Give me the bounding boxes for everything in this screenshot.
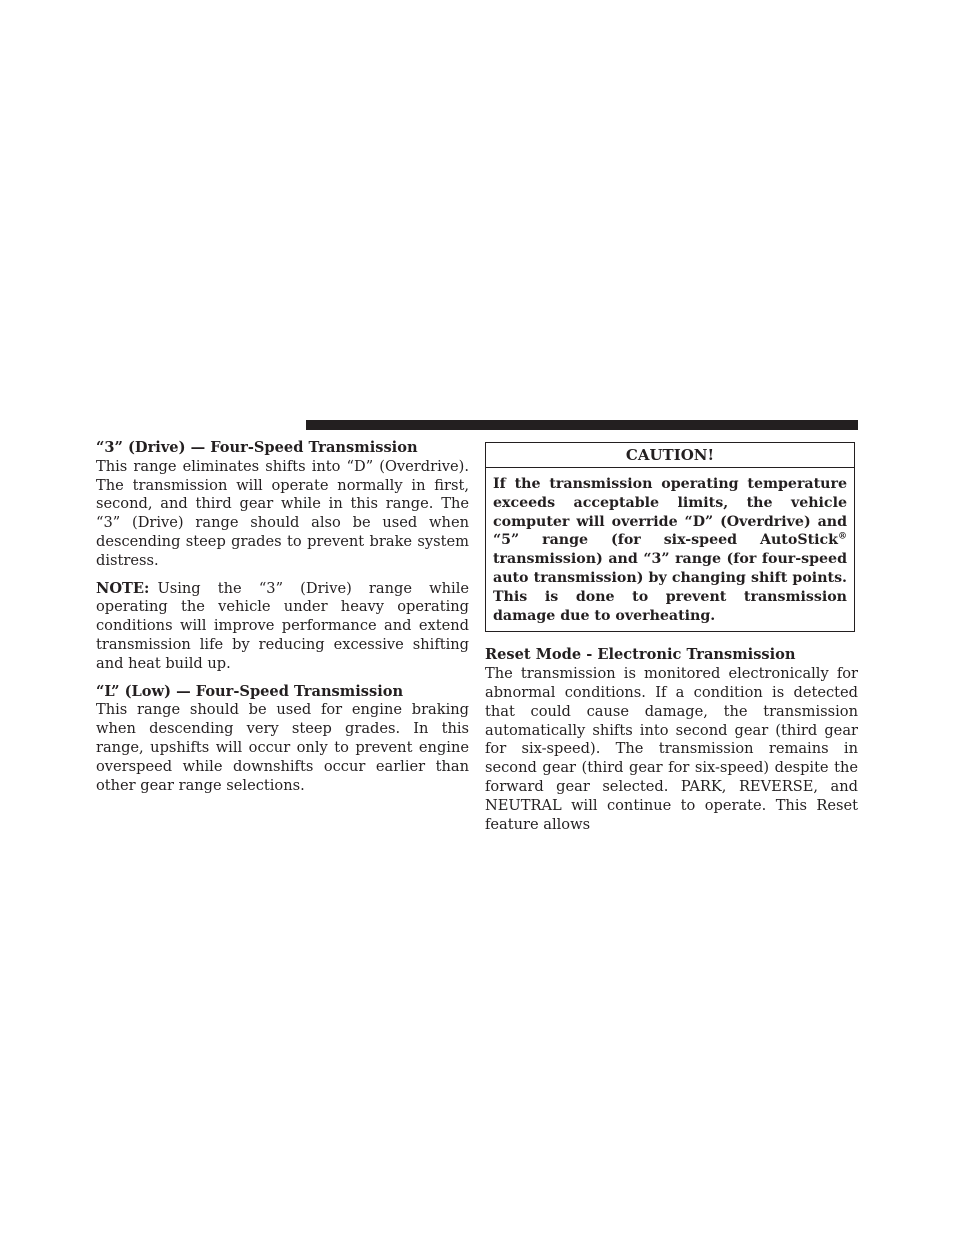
note-paragraph bbox=[96, 580, 469, 674]
drive-3-heading: “3” (Drive) — Four-Speed Transmission bbox=[96, 439, 418, 456]
low-range-heading: “L” (Low) — Four-Speed Transmission bbox=[96, 682, 404, 700]
low-range-paragraph: This range should be used for engine braking when descending very steep grades. In this range, upshifts will occur only to prevent engine overspeed while downshifts occur earlier than other gear range selections. bbox=[96, 701, 469, 794]
reset-mode-paragraph: The transmission is monitored electronically for abnormal conditions. If a condition is detected that could cause damage, the transmission automatically shifts into second gear (third gear for six-speed). The transmission remains in second gear (third gear for six-speed) despite the forward gear selected. PARK, REVERSE, and NEUTRAL will continue to operate. This Reset feature allows bbox=[485, 665, 858, 833]
reset-mode-heading: Reset Mode - Electronic Transmission bbox=[485, 646, 796, 664]
note-text: Using the “3” (Drive) range while operating the vehicle under heavy operating conditions will improve performance and extend transmission life by reducing excessive shifting and heat build up. bbox=[96, 579, 469, 672]
drive-3-paragraph: This range eliminates shifts into “D” (Overdrive). The transmission will operate normally in first, second, and third gear while in this range. The “3” (Drive) range should also be used when descending steep grades to prevent brake system distress. bbox=[96, 457, 469, 569]
caution-title: CAUTION! bbox=[486, 443, 854, 468]
caution-text: If the transmission operating temperature exceeds acceptable limits, the vehicle computer will override “D” (Overdrive) and “5” range (for six-speed AutoStick® transmission) and “3” range (for four-speed auto transmission) by changing shift points. This is done to prevent transmission damage due to overheating. bbox=[493, 476, 847, 624]
caution-box bbox=[485, 442, 855, 632]
section-header-bar bbox=[306, 420, 858, 430]
note-label: NOTE: bbox=[96, 579, 150, 597]
right-column bbox=[485, 442, 858, 834]
registered-mark: ® bbox=[838, 531, 847, 542]
left-column bbox=[96, 439, 469, 795]
